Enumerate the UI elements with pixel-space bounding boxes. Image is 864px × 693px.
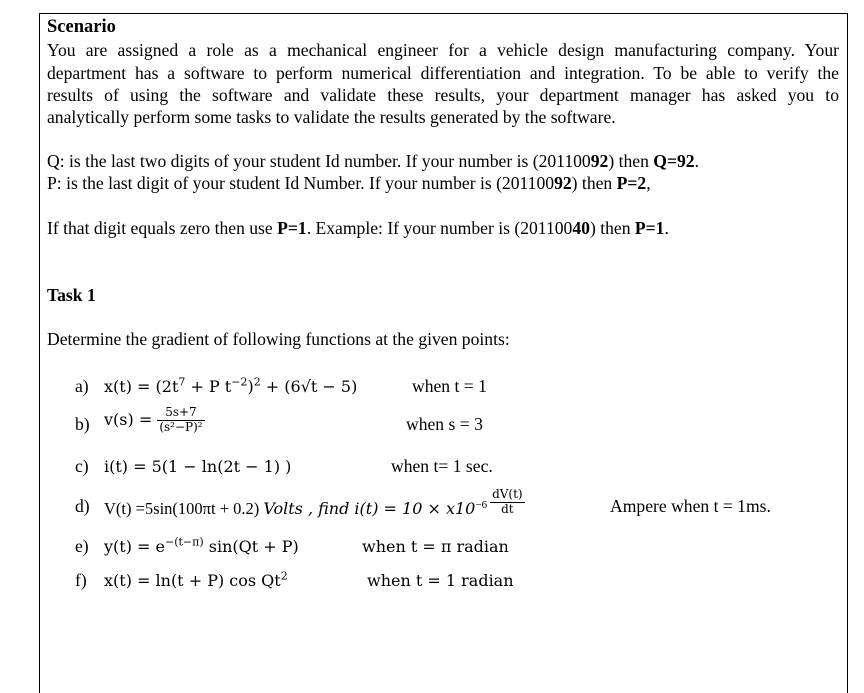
item-e-expression: $y(t) = e^{-(t-\pi)}$ sin(Qt + P) [104, 535, 299, 556]
item-d-condition: Ampere when t = 1ms. [610, 496, 771, 516]
zero-rule: If that digit equals zero then use P=1. Example: If your number is (20110040) then P=1. [47, 218, 669, 238]
item-a-letter: a) [75, 376, 89, 396]
item-a-condition: when t = 1 [412, 376, 487, 396]
item-b-expression: v(s) = $\frac{5s+7}{\text{(s²−P)²}}$ [104, 405, 203, 434]
item-d-letter: d) [75, 496, 90, 516]
scenario-line-1: You are assigned a role as a mechanical engineer for a vehicle design manufacturing company. Your [47, 40, 839, 60]
scenario-heading: Scenario [47, 17, 116, 37]
item-b-condition: when s = 3 [406, 414, 483, 434]
item-c-condition: when t= 1 sec. [391, 456, 493, 476]
item-e-letter: e) [75, 536, 89, 556]
scenario-line-2: department has a software to perform numerical differentiation and integration. To be able to verify the [47, 63, 839, 83]
item-c-letter: c) [75, 456, 89, 476]
item-d-fraction: $\frac{dV(t)}{dt}$ [492, 487, 523, 516]
scenario-line-3: results of using the software and validate these results, your department manager has asked you to [47, 85, 839, 105]
item-c-expression: i(t) = 5(1 − ln(2t − 1) ) [104, 457, 292, 476]
task-heading: Task 1 [47, 285, 96, 305]
q-definition: Q: is the last two digits of your student Id number. If your number is (20110092) then Q=92. [47, 151, 699, 171]
item-f-expression: x(t) = ln(t + P) cos Qt$^2$ [104, 569, 288, 590]
item-a-expression: $x(t) = (2t^7 + P$ $t^{-2})^2 + (6√t - 5)$ [104, 375, 358, 396]
item-f-condition: when t = 1 radian [367, 571, 514, 590]
p-definition: P: is the last digit of your student Id Number. If your number is (20110092) then P=2, [47, 173, 651, 193]
item-b-letter: b) [75, 414, 90, 434]
item-f-letter: f) [75, 570, 87, 590]
item-b-fraction: $\frac{5s+7}{\text{(s²−P)²}}$ [159, 405, 203, 434]
item-e-condition: when t = π radian [362, 537, 509, 556]
scenario-line-4: analytically perform some tasks to validate the results generated by the software. [47, 107, 616, 127]
item-d-expression: V(t) =5sin(100πt + 0.2) Volts , find $i(t) = 10 \times x10^{-6}$ $\frac{dV(t)}{dt}$ [104, 487, 523, 519]
task-instruction: Determine the gradient of following functions at the given points: [47, 329, 510, 349]
